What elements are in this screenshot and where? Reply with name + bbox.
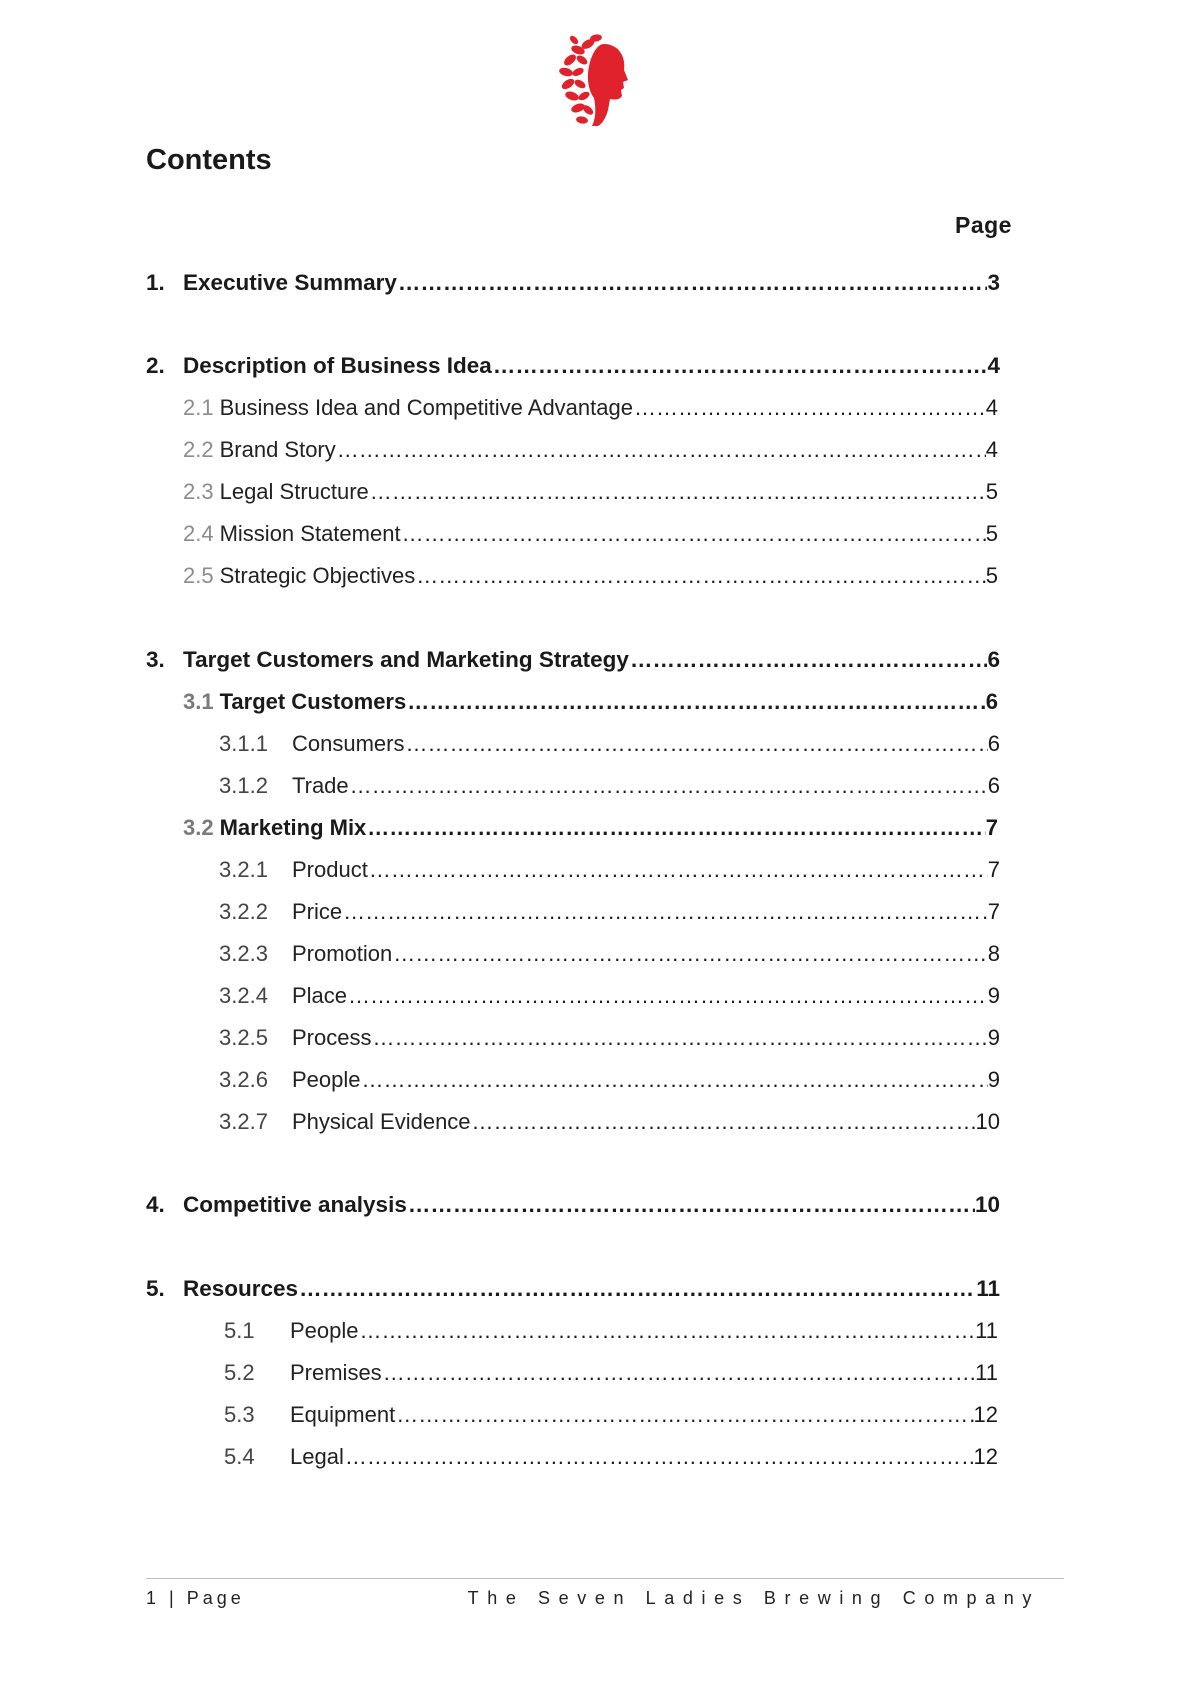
toc-entry[interactable] — [224, 1360, 998, 1386]
toc-entry[interactable] — [146, 647, 1000, 673]
toc-page-number: 4 — [985, 395, 998, 420]
toc-entry[interactable] — [224, 1444, 998, 1470]
toc-entry[interactable] — [219, 1025, 1000, 1051]
toc-label: People — [292, 1067, 361, 1092]
toc-label: Process — [292, 1025, 372, 1050]
toc-leader-dots — [415, 563, 986, 589]
page-column-header: Page — [955, 212, 1012, 238]
toc-number: 3.1.1 — [219, 731, 268, 756]
toc-label: Premises — [290, 1360, 382, 1385]
toc-label: Product — [292, 857, 368, 882]
toc-entry[interactable] — [219, 983, 1000, 1009]
toc-leader-dots — [492, 353, 988, 379]
toc-leader-dots — [395, 1402, 973, 1428]
toc-leader-dots — [344, 1444, 974, 1470]
toc-leader-dots — [392, 941, 987, 967]
toc-leader-dots — [369, 479, 986, 505]
toc-label: Promotion — [292, 941, 393, 966]
toc-entry[interactable] — [219, 731, 1000, 757]
toc-label: Competitive analysis — [183, 1192, 407, 1217]
toc-entry[interactable] — [183, 689, 998, 715]
toc-entry[interactable] — [219, 941, 1000, 967]
toc-page-number: 9 — [987, 1025, 1000, 1050]
toc-entry[interactable] — [183, 521, 998, 547]
toc-number: 2.3 — [183, 479, 214, 504]
toc-label: Place — [292, 983, 348, 1008]
toc-leader-dots — [336, 437, 986, 463]
toc-page-number: 3 — [987, 270, 1000, 295]
toc-leader-dots — [397, 270, 988, 296]
toc-number: 5.4 — [224, 1444, 255, 1469]
woman-profile-leaves-icon — [552, 30, 648, 126]
toc-leader-dots — [404, 731, 987, 757]
toc-number: 5.2 — [224, 1360, 255, 1385]
toc-page-number: 10 — [974, 1192, 1000, 1217]
toc-entry[interactable] — [219, 1109, 1000, 1135]
toc-leader-dots — [371, 1025, 987, 1051]
toc-leader-dots — [401, 521, 986, 547]
toc-page-number: 5 — [985, 479, 998, 504]
toc-number: 1. — [146, 270, 165, 295]
toc-page-number: 10 — [975, 1109, 1000, 1134]
toc-entry[interactable] — [146, 1192, 1000, 1218]
toc-label: Target Customers and Marketing Strategy — [183, 647, 629, 672]
toc-number: 3.2 — [183, 815, 214, 840]
toc-number: 2.4 — [183, 521, 214, 546]
toc-label: Price — [292, 899, 343, 924]
toc-number: 5.1 — [224, 1318, 255, 1343]
toc-label: Strategic Objectives — [219, 563, 416, 588]
page-title: Contents — [146, 144, 272, 176]
toc-leader-dots — [629, 647, 988, 673]
toc-leader-dots — [366, 815, 985, 841]
toc-page-number: 5 — [985, 521, 998, 546]
toc-label: Executive Summary — [183, 270, 397, 295]
toc-page-number: 7 — [985, 815, 998, 840]
toc-number: 3.2.5 — [219, 1025, 268, 1050]
toc-label: Mission Statement — [219, 521, 401, 546]
toc-entry[interactable] — [183, 437, 998, 463]
toc-entry[interactable] — [146, 270, 1000, 296]
toc-leader-dots — [633, 395, 986, 421]
toc-entry[interactable] — [183, 479, 998, 505]
toc-page-number: 12 — [973, 1402, 998, 1427]
toc-page-number: 7 — [987, 857, 1000, 882]
toc-label: Physical Evidence — [292, 1109, 471, 1134]
footer-company-name: The Seven Ladies Brewing Company — [467, 1588, 1040, 1608]
toc-label: Description of Business Idea — [183, 353, 492, 378]
toc-number: 3.2.6 — [219, 1067, 268, 1092]
toc-page-number: 4 — [987, 353, 1000, 378]
toc-page-number: 12 — [973, 1444, 998, 1469]
toc-page-number: 4 — [985, 437, 998, 462]
toc-leader-dots — [361, 1067, 988, 1093]
toc-page-number: 11 — [975, 1360, 998, 1385]
toc-label: Target Customers — [219, 689, 407, 714]
toc-page-number: 6 — [985, 689, 998, 714]
toc-entry[interactable] — [224, 1402, 998, 1428]
toc-label: Trade — [292, 773, 349, 798]
toc-number: 2.2 — [183, 437, 214, 462]
toc-label: Resources — [183, 1276, 299, 1301]
toc-number: 3.1 — [183, 689, 214, 714]
toc-label: Legal — [290, 1444, 344, 1469]
toc-leader-dots — [342, 899, 988, 925]
toc-page-number: 9 — [987, 983, 1000, 1008]
toc-number: 3.1.2 — [219, 773, 268, 798]
toc-page-number: 5 — [985, 563, 998, 588]
toc-page-number: 6 — [987, 731, 1000, 756]
toc-label: Brand Story — [219, 437, 336, 462]
toc-entry[interactable] — [183, 395, 998, 421]
toc-label: People — [290, 1318, 359, 1343]
toc-leader-dots — [406, 689, 986, 715]
toc-leader-dots — [368, 857, 988, 883]
toc-leader-dots — [471, 1109, 976, 1135]
toc-entry[interactable] — [219, 899, 1000, 925]
footer-divider — [146, 1578, 1064, 1579]
toc-label: Legal Structure — [219, 479, 369, 504]
toc-number: 3.2.7 — [219, 1109, 268, 1134]
toc-label: Marketing Mix — [219, 815, 367, 840]
toc-number: 3. — [146, 647, 165, 672]
toc-number: 3.2.4 — [219, 983, 268, 1008]
toc-entry[interactable] — [219, 1067, 1000, 1093]
toc-label: Business Idea and Competitive Advantage — [219, 395, 633, 420]
toc-number: 5.3 — [224, 1402, 255, 1427]
toc-entry[interactable] — [219, 857, 1000, 883]
toc-leader-dots — [382, 1360, 975, 1386]
toc-leader-dots — [359, 1318, 976, 1344]
footer-page-label: 1 | Page — [146, 1588, 245, 1608]
toc-leader-dots — [407, 1192, 975, 1218]
toc-number: 5. — [146, 1276, 165, 1301]
toc-label: Consumers — [292, 731, 405, 756]
toc-entry[interactable] — [183, 815, 998, 841]
toc-entry[interactable] — [146, 353, 1000, 379]
toc-leader-dots — [298, 1276, 976, 1302]
toc-page-number: 7 — [987, 899, 1000, 924]
toc-page-number: 11 — [975, 1318, 998, 1343]
toc-page-number: 6 — [987, 773, 1000, 798]
toc-page-number: 9 — [987, 1067, 1000, 1092]
toc-label: Equipment — [290, 1402, 396, 1427]
toc-entry[interactable] — [183, 563, 998, 589]
toc-number: 2.1 — [183, 395, 214, 420]
toc-entry[interactable] — [146, 1276, 1000, 1302]
toc-page-number: 6 — [987, 647, 1000, 672]
toc-number: 2. — [146, 353, 165, 378]
toc-number: 3.2.2 — [219, 899, 268, 924]
toc-page-number: 8 — [987, 941, 1000, 966]
toc-number: 3.2.1 — [219, 857, 268, 882]
toc-number: 2.5 — [183, 563, 214, 588]
toc-entry[interactable] — [224, 1318, 998, 1344]
toc-entry[interactable] — [219, 773, 1000, 799]
toc-number: 4. — [146, 1192, 165, 1217]
toc-number: 3.2.3 — [219, 941, 268, 966]
toc-leader-dots — [347, 983, 988, 1009]
toc-page-number: 11 — [976, 1276, 1000, 1301]
toc-leader-dots — [349, 773, 988, 799]
